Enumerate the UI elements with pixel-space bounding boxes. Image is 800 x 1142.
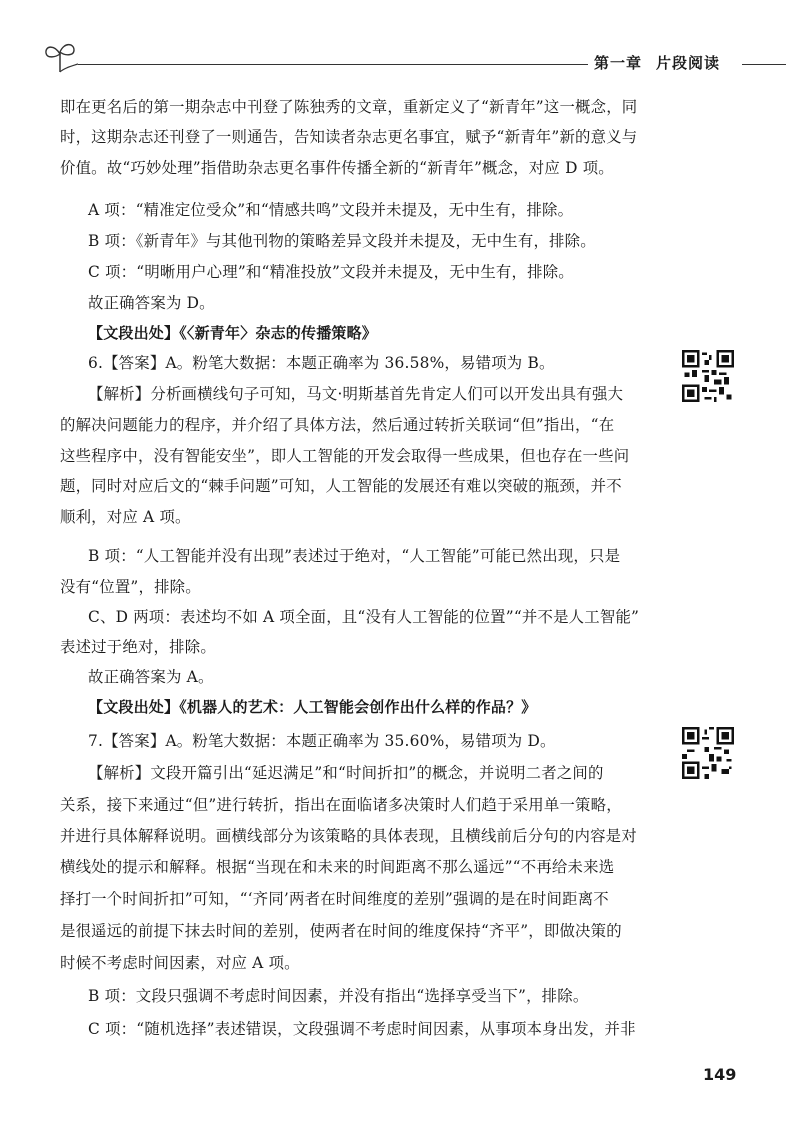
source-line: 【文段出处】《〈新青年〉杂志的传播策略》 bbox=[88, 324, 378, 342]
text-line: 没有“位置”，排除。 bbox=[60, 578, 201, 596]
analysis-line: 【解析】文段开篇引出“延迟满足”和“时间折扣”的概念，并说明二者之间的 bbox=[88, 764, 604, 782]
text-line: 择打一个时间折扣”可知，“‘齐同’两者在时间维度的差别”强调的是在时间距离不 bbox=[60, 890, 609, 908]
source-line: 【文段出处】《机器人的艺术：人工智能会创作出什么样的作品？》 bbox=[88, 698, 537, 716]
text-line: 故正确答案为 D。 bbox=[88, 294, 215, 312]
text-line: A 项：“精准定位受众”和“情感共鸣”文段并未提及，无中生有，排除。 bbox=[88, 201, 574, 219]
chapter-title bbox=[594, 52, 720, 73]
text-line: 表述过于绝对，排除。 bbox=[60, 638, 216, 656]
text-line: 即在更名后的第一期杂志中刊登了陈独秀的文章，重新定义了“新青年”这一概念，同 bbox=[60, 98, 638, 116]
text-line: 是很遥远的前提下抹去时间的差别，使两者在时间的维度保持“齐平”，即做决策的 bbox=[60, 922, 622, 940]
text-line: C 项：“随机选择”表述错误，文段强调不考虑时间因素，从事项本身出发，并非 bbox=[88, 1020, 636, 1038]
text-line: B 项：“人工智能并没有出现”表述过于绝对，“人工智能”可能已然出现，只是 bbox=[88, 547, 621, 565]
text-line: C 项：“明晰用户心理”和“精准投放”文段并未提及，无中生有，排除。 bbox=[88, 263, 574, 281]
analysis-line: 【解析】分析画横线句子可知，马文·明斯基首先肯定人们可以开发出具有强大 bbox=[88, 385, 624, 403]
text-line: B 项：《新青年》与其他刊物的策略差异文段并未提及，无中生有，排除。 bbox=[88, 232, 596, 250]
text-line: 题，同时对应后文的“棘手问题”可知，人工智能的发展还有难以突破的瓶颈，并不 bbox=[60, 477, 622, 495]
section-label: 片段阅读 bbox=[656, 54, 721, 72]
text-line: 时，这期杂志还刊登了一则通告，告知读者杂志更名事宜，赋予“新青年”新的意义与 bbox=[60, 128, 638, 146]
text-line: C、D 两项：表述均不如 A 项全面，且“没有人工智能的位置”“并不是人工智能” bbox=[88, 608, 640, 626]
header-rule-right bbox=[742, 64, 786, 65]
chapter-label: 第一章 bbox=[594, 54, 643, 72]
answer-line: 7.【答案】A。粉笔大数据：本题正确率为 35.60%，易错项为 D。 bbox=[88, 732, 556, 750]
text-line: 并进行具体解释说明。画横线部分为该策略的具体表现，且横线前后分句的内容是对 bbox=[60, 827, 637, 845]
qr-code-icon[interactable] bbox=[682, 350, 734, 402]
text-line: 顺利，对应 A 项。 bbox=[60, 508, 191, 526]
sprout-icon bbox=[42, 40, 78, 74]
text-line: 故正确答案为 A。 bbox=[88, 668, 214, 686]
page-number: 149 bbox=[703, 1065, 737, 1084]
text-line: 这些程序中，没有智能安坐”，即人工智能的开发会取得一些成果，但也存在一些问 bbox=[60, 447, 630, 465]
text-line: 时候不考虑时间因素，对应 A 项。 bbox=[60, 954, 300, 972]
text-line: 关系，接下来通过“但”进行转折，指出在面临诸多决策时人们趋于采用单一策略， bbox=[60, 796, 622, 814]
answer-line: 6.【答案】A。粉笔大数据：本题正确率为 36.58%，易错项为 B。 bbox=[88, 354, 555, 372]
text-line: B 项：文段只强调不考虑时间因素，并没有指出“选择享受当下”，排除。 bbox=[88, 987, 589, 1005]
text-line: 的解决问题能力的程序，并介绍了具体方法，然后通过转折关联词“但”指出，“在 bbox=[60, 416, 615, 434]
text-line: 横线处的提示和解释。根据“当现在和未来的时间距离不那么遥远”“不再给未来选 bbox=[60, 858, 615, 876]
header-rule-left bbox=[78, 64, 588, 65]
page-header bbox=[0, 0, 800, 80]
text-line: 价值。故“巧妙处理”指借助杂志更名事件传播全新的“新青年”概念，对应 D 项。 bbox=[60, 159, 614, 177]
qr-code-icon[interactable] bbox=[682, 727, 734, 779]
